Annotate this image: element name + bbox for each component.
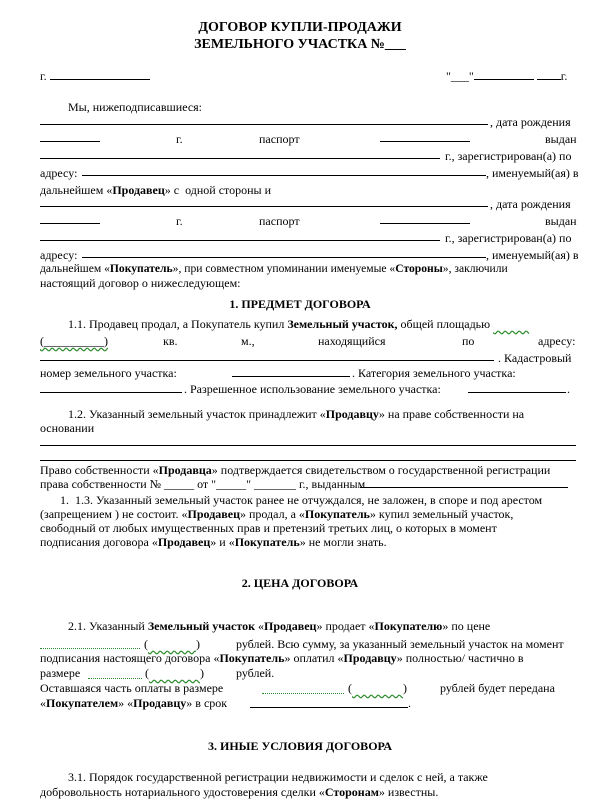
buyer-name-line [40,206,488,207]
document-title-line2: ЗЕМЕЛЬНОГО УЧАСТКА №___ [194,37,406,52]
address-label-s1: адресу: [538,334,576,348]
usage-line [468,392,566,393]
buyer-passport-label: паспорт [259,214,300,228]
usage-dot: . [567,382,570,396]
plot-address-line [40,360,494,361]
seller-issued-line [40,158,440,159]
payment-term-line [250,707,408,708]
seller-passport-label: паспорт [259,132,300,146]
seller-name-line [40,124,488,125]
basis-line-1 [40,445,576,446]
buyer-address-line [82,257,486,258]
price-line [40,648,140,649]
certificate-issuer-line [360,487,568,488]
cadastral-number-line [232,376,350,377]
area-unit-kv: кв. [163,334,178,348]
basis-label: основании [40,421,95,435]
buyer-address-label: адресу: [40,248,78,262]
buyer-birth-line [40,223,100,224]
basis-line-2 [40,460,576,461]
clause-1-1-text: 1.1. Продавец продал, а Покупатель купил Земельный участок, общей площадью [68,317,491,331]
seller-named-label: , именуемый(ая) в [486,166,579,180]
seller-role-text: дальнейшем «Продавец» с одной стороны и [40,183,272,197]
payment-term-dot: . [408,696,411,710]
paid-amount-rub: рублей. [236,666,275,680]
cadastral-label: . Кадастровый [498,351,572,365]
clause-2-1-text: 2.1. Указанный Земельный участок «Продавец» продает «Покупателю» по цене [68,619,491,633]
certificate-line2: права собственности № _____ от "_____" _______ г., выданным [40,477,366,491]
po-label: по [462,334,475,348]
remaining-label: Оставшаяся часть оплаты в размере [40,681,224,695]
document-title-line1: ДОГОВОР КУПЛИ-ПРОДАЖИ [198,20,402,35]
seller-city-label: г. [176,132,183,146]
remaining-paren: ( ) [348,681,407,695]
seller-address-label: адресу: [40,166,78,180]
category-label: . Категория земельного участка: [352,366,516,380]
area-placeholder: (__________) [40,334,108,348]
buyer-birth-label: , дата рождения [490,197,571,211]
buyer-issued-label: выдан [545,214,577,228]
buyer-role-text: дальнейшем «Покупатель», при совместном упоминании именуемые «Стороны», заключили [40,262,508,275]
buyer-city-label: г. [176,214,183,228]
remaining-amount-line [262,693,344,694]
clause-3-1-line2: добровольность нотариального удостоверения сделки «Сторонам» известны. [40,785,439,799]
date-field: "___" г. [446,69,568,83]
seller-birth-line [40,141,100,142]
buyer-named-label: , именуемый(ая) в [486,248,579,262]
paid-amount-label: размере [40,666,81,680]
section1-heading: 1. ПРЕДМЕТ ДОГОВОРА [229,297,371,311]
clause-2-1-line2: рублей. Всю сумму, за указанный земельный участок на момент [236,637,564,651]
clause-1-3-line4: подписания договора «Продавец» и «Покупатель» не могли знать. [40,535,387,549]
buyer-passport-line [380,223,470,224]
section2-heading: 2. ЦЕНА ДОГОВОРА [241,576,359,590]
certificate-text: Право собственности «Продавца» подтверждается свидетельством о государственной регистрации [40,463,551,477]
clause-1-3-line2: (запрещением ) не состоит. «Продавец» продал, а «Покупатель» купил земельный участок, [40,507,514,521]
seller-issued-label: выдан [545,132,577,146]
buyer-issued-line [40,240,440,241]
clause-1-2-text: 1.2. Указанный земельный участок принадлежит «Продавцу» на праве собственности на [68,407,525,421]
seller-birth-label: , дата рождения [490,115,571,129]
intro-text: Мы, нижеподписавшиеся: [68,100,202,114]
closing-text: настоящий договор о нижеследующем: [40,276,241,290]
buyer-registered-label: г., зарегистрирован(а) по [445,231,572,245]
price-paren: ( ) [144,637,200,651]
clause-3-1-line1: 3.1. Порядок государственной регистрации недвижимости и сделок с ней, а также [68,770,488,784]
seller-passport-line [380,141,470,142]
located-label: находящийся [318,334,386,348]
section3-heading: 3. ИНЫЕ УСЛОВИЯ ДОГОВОРА [208,739,392,753]
clause-1-3-line1: 1. 1.3. Указанный земельный участок ранее не отчуждался, не заложен, в споре и под арестом [60,493,543,507]
clause-2-1-line3: подписания настоящего договора «Покупатель» оплатил «Продавцу» полностью/ частично в [40,651,524,665]
cadastral-number-label: номер земельного участка: [40,366,177,380]
city-label: г. [40,68,150,83]
remaining-rub: рублей будет передана [440,681,555,695]
paid-amount-line [88,678,142,679]
seller-registered-label: г., зарегистрирован(а) по [445,149,572,163]
clause-1-3-line3: свободный от любых имущественных прав и претензий третьих лиц, о которых в момент [40,521,497,535]
usage-label: . Разрешенное использование земельного участка: [184,382,441,396]
area-unit-m: м., [241,334,255,348]
paid-amount-paren: ( ) [145,666,204,680]
payment-term-text: «Покупателем» «Продавцу» в срок [40,696,228,710]
category-line [40,392,182,393]
seller-address-line [82,175,486,176]
